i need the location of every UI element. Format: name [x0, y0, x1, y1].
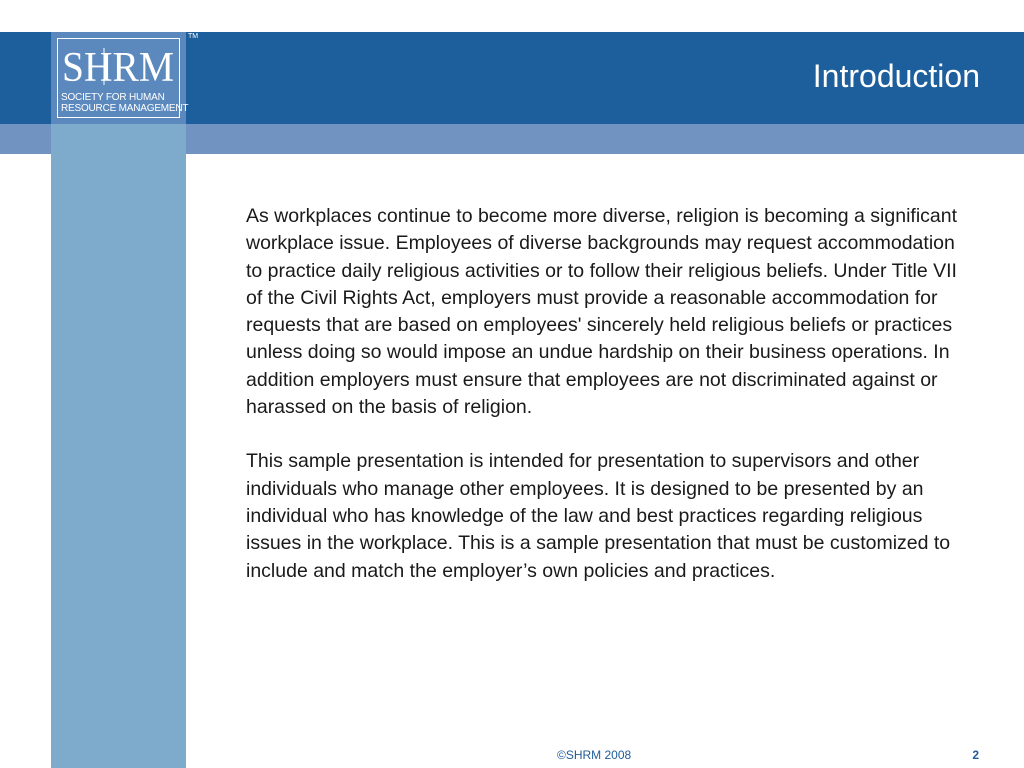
left-decorative-column	[51, 32, 189, 768]
footer-copyright: ©SHRM 2008	[557, 748, 632, 762]
logo-letters-svg	[58, 41, 181, 93]
logo-frame	[57, 38, 189, 118]
body-paragraph-1: As workplaces continue to become more diverse, religion is becoming a significant workplace issue. Employees of diverse backgrounds may request accommodation to practice daily religious activities or to follow their religious beliefs. Under Title VII of the Civil Rights Act, employers must provide a reasonable accommodation for requests that are based on employees' sincerely held religious beliefs or practices unless doing so would impose an undue hardship on their business operations. In addition employers must ensure that employees are not discriminated against or harassed on the basis of religion.	[246, 205, 958, 419]
shrm-logo	[51, 32, 189, 124]
body-paragraph-2: This sample presentation is intended for presentation to supervisors and other individuals who manage other employees. It is designed to be presented by an individual who has knowledge of the law and best practices regarding religious issues in the workplace. This is a sample presentation that must be customized to include and match the employer’s own policies and practices.	[246, 450, 951, 582]
slide-title: Introduction	[812, 58, 980, 94]
logo-tagline-line2: RESOURCE MANAGEMENT	[61, 103, 189, 114]
slide-body	[246, 203, 976, 612]
logo-letters-text: SHRM	[62, 45, 174, 91]
logo-letters	[58, 41, 181, 93]
trademark-mark: TM	[188, 33, 199, 40]
logo-tagline-line1: SOCIETY FOR HUMAN	[61, 92, 165, 103]
footer-page-number: 2	[972, 748, 979, 762]
